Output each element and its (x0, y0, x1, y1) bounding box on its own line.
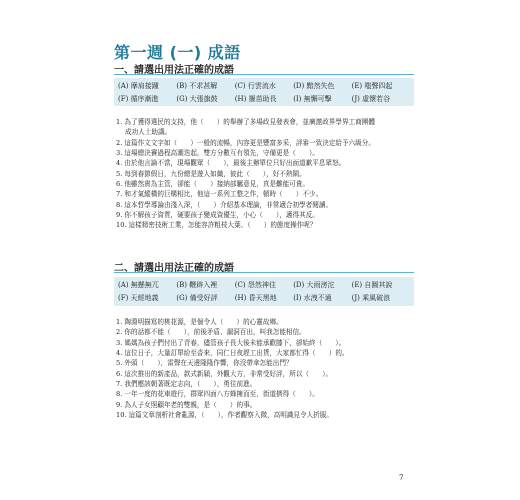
word-option: (H) 揠苗助長 (234, 95, 277, 103)
question-list-1 (116, 117, 426, 231)
word-option: (I) 水洩不通 (293, 294, 332, 302)
question-item: 8. 這本哲學導論由淺入深，（ ）介紹基本理論，非常適合初學者閱讀。 (116, 200, 333, 209)
word-option: (F) 天經地義 (118, 294, 159, 302)
word-option: (G) 大張旗鼓 (176, 95, 218, 103)
question-item: 7. 和才氣縱橫的巨構相比，他這一系列工整之作，頓時（ ）不少。 (116, 190, 323, 199)
section-divider-2 (114, 272, 414, 273)
word-bank-2 (114, 277, 414, 306)
question-item: 8. 一年一度的花車遊行，群眾四面八方蜂擁而至，街道擠得（ ）。 (116, 390, 319, 399)
question-item: 3. 媽媽為孩子們付出了青春，儘管孩子長大後未能承歡膝下，卻始終（ ）。 (116, 338, 346, 347)
question-item: 7. 我們應該朝著既定志向，（ ），勇往前進。 (116, 380, 257, 389)
question-item: 4. 這位日子，大量訂單紛至沓來，同仁日夜趕工出貨，大家都忙得（ ）的。 (116, 349, 349, 358)
word-option: (C) 行雲流水 (234, 82, 276, 90)
word-option: (H) 昏天黑地 (234, 294, 277, 302)
word-option: (J) 虛懷若谷 (351, 95, 391, 103)
word-option: (A) 無懸無兀 (118, 281, 159, 289)
page-number: 7 (399, 474, 404, 482)
word-option: (B) 不求甚解 (176, 82, 218, 90)
word-bank-1 (114, 78, 414, 106)
question-item: 6. 這次推出的新產品，款式新穎，外觀大方，非常受好評，所以（ ）。 (116, 369, 333, 378)
section-heading-1: 一、請選出用法正確的成語 (114, 65, 234, 76)
word-option: (I) 無懈可擊 (293, 95, 332, 103)
question-item: 1. 為了獲得選民的支持，他（ ）的舉辦了多場政見發表會，並廣邀政界學界工商團體 (116, 118, 375, 126)
word-option: (J) 乘風破浪 (351, 294, 391, 302)
question-item: 5. 外頭（ ），雷聲在天邊隆隆作響，你沒帶傘怎能出門？ (116, 359, 293, 368)
question-item: 9. 為人子女照顧年老的雙親，是（ ）的事。 (116, 400, 257, 409)
question-item: 5. 每到春節假日，九份總是遊人如織，彼此（ ），好不熱鬧。 (116, 169, 306, 178)
section-heading-2: 二、請選出用法正確的成語 (114, 263, 234, 274)
question-continuation: 成功人士助講。 (125, 128, 172, 137)
section-divider-1 (114, 74, 414, 75)
question-item: 10. 這樣精密技術工業，怎能容許粗枝大葉、（ ）的態度操作呢？ (116, 221, 317, 230)
word-option: (E) 自圓其說 (351, 281, 393, 289)
question-item: 10. 這篇文章剖析社會亂源，（ ），作者觀察入微，高明識見令人折服。 (116, 411, 333, 420)
question-item: 6. 他雖然貴為主管，卻能（ ）接納部屬意見，真是難能可貴。 (116, 180, 310, 189)
word-option: (B) 鞭辟入裡 (176, 281, 218, 289)
word-option: (F) 循序漸進 (118, 95, 159, 103)
question-item: 4. 由於他言論不當，現場觀眾（ ），最後主辦單位只好出面道歉平息眾怒。 (116, 159, 346, 168)
word-option: (D) 黯然失色 (293, 82, 335, 90)
word-option: (A) 摩肩接踵 (118, 82, 159, 90)
word-option: (G) 備受好評 (176, 294, 218, 302)
question-list-2 (116, 317, 426, 420)
word-option: (E) 嗤聲四起 (351, 82, 393, 90)
question-item: 2. 你的話都不能（ ），前後矛盾、漏洞百出，叫我怎能相信。 (116, 328, 306, 337)
question-item: 1. 陶淵明描寫的桃花源，是個令人（ ）的心靈故鄉。 (116, 318, 283, 326)
question-item: 3. 這場總決賽過程高潮迭起，雙方分數互有領先，守備更是（ ）。 (116, 149, 319, 158)
question-item: 2. 這篇作文文字如（ ）一般的流暢，內容更是豐富多采，評審一致決定給予六級分。 (116, 138, 375, 147)
question-item-continued (116, 127, 426, 137)
word-option: (C) 怨然神往 (234, 281, 276, 289)
word-option: (D) 大雨滂沱 (293, 281, 335, 289)
page-title: 第一週 (一) 成語 (114, 43, 241, 62)
question-item: 9. 你不解孩子資質，硬要孩子變成資優生，小心（ ），適得其反。 (116, 211, 319, 220)
